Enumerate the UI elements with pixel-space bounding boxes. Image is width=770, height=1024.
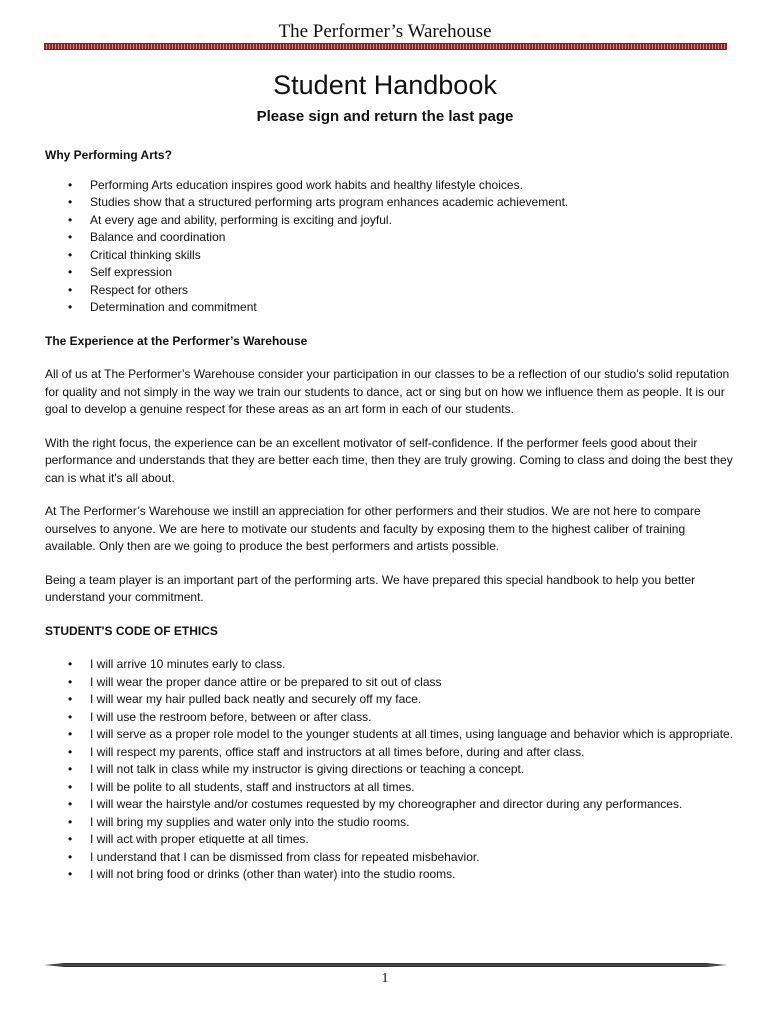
ethics-list-item: • I will act with proper etiquette at all times. — [90, 831, 735, 849]
ethics-list-item: • I will not bring food or drinks (other than water) into the studio rooms. — [90, 866, 735, 884]
footer-divider — [44, 963, 727, 967]
why-heading: Why Performing Arts? — [45, 148, 172, 162]
ethics-list-item: • I will arrive 10 minutes early to class. — [90, 656, 735, 674]
why-list-item: • At every age and ability, performing is exciting and joyful. — [90, 212, 735, 230]
ethics-list-item: • I will use the restroom before, between or after class. — [90, 709, 735, 727]
experience-paragraph: At The Performer’s Warehouse we instill an appreciation for other performers and their studios. We are not here to compare ourselves to anyone. We are here to motivate our students and faculty by exposing them to the highest caliber of training available. Only then are we going to produce the best performers and artists possible. — [45, 504, 701, 553]
why-list-item: • Performing Arts education inspires good work habits and healthy lifestyle choices. — [90, 177, 735, 195]
ethics-heading: STUDENT'S CODE OF ETHICS — [45, 623, 218, 638]
header-title: The Performer’s Warehouse — [278, 21, 492, 42]
ethics-list-item: • I will wear my hair pulled back neatly and securely off my face. — [90, 691, 735, 709]
experience-paragraph: With the right focus, the experience can be an excellent motivator of self-confidence. If the performer feels good about their performance and understands that they are better each time, then they are truly growing. Coming to class and doing the best they can is what it's all about. — [45, 435, 733, 485]
ethics-list-item: • I will wear the proper dance attire or be prepared to sit out of class — [90, 674, 735, 692]
why-list-item: • Determination and commitment — [90, 299, 735, 317]
why-list-item: • Critical thinking skills — [90, 247, 735, 265]
experience-paragraph: Being a team player is an important part of the performing arts. We have prepared this special handbook to help you better understand your commitment. — [45, 572, 696, 604]
ethics-list — [45, 656, 735, 884]
experience-heading: The Experience at the Performer’s Warehouse — [45, 333, 308, 348]
experience-paragraph: All of us at The Performer’s Warehouse consider your participation in our classes to be a reflection of our studio's solid reputation for quality and not simply in the way we train our students to dance, act or sing but on how we influence them as people. It is our goal to develop a genuine respect for these areas as an art form in each of our students. — [45, 367, 730, 416]
ethics-list-item: • I will bring my supplies and water only into the studio rooms. — [90, 814, 735, 832]
why-list-item: • Self expression — [90, 264, 735, 282]
ethics-list-item: • I will serve as a proper role model to the younger students at all times, using language and behavior which is appropriate. — [90, 726, 735, 744]
why-list-item: • Studies show that a structured performing arts program enhances academic achievement. — [90, 194, 735, 212]
page-number: 1 — [381, 971, 389, 986]
document-title: Student Handbook — [273, 70, 497, 100]
document-subtitle: Please sign and return the last page — [256, 108, 514, 125]
ethics-list-item: • I understand that I can be dismissed from class for repeated misbehavior. — [90, 849, 735, 867]
ethics-list-item: • I will respect my parents, office staff and instructors at all times before, during and after class. — [90, 744, 735, 762]
why-list — [45, 177, 735, 317]
header-divider — [44, 43, 727, 50]
why-list-item: • Balance and coordination — [90, 229, 735, 247]
document-body — [45, 147, 735, 900]
ethics-list-item: • I will wear the hairstyle and/or costumes requested by my choreographer and director during any performances. — [90, 796, 735, 814]
ethics-list-item: • I will not talk in class while my instructor is giving directions or teaching a concept. — [90, 761, 735, 779]
ethics-list-item: • I will be polite to all students, staff and instructors at all times. — [90, 779, 735, 797]
why-list-item: • Respect for others — [90, 282, 735, 300]
